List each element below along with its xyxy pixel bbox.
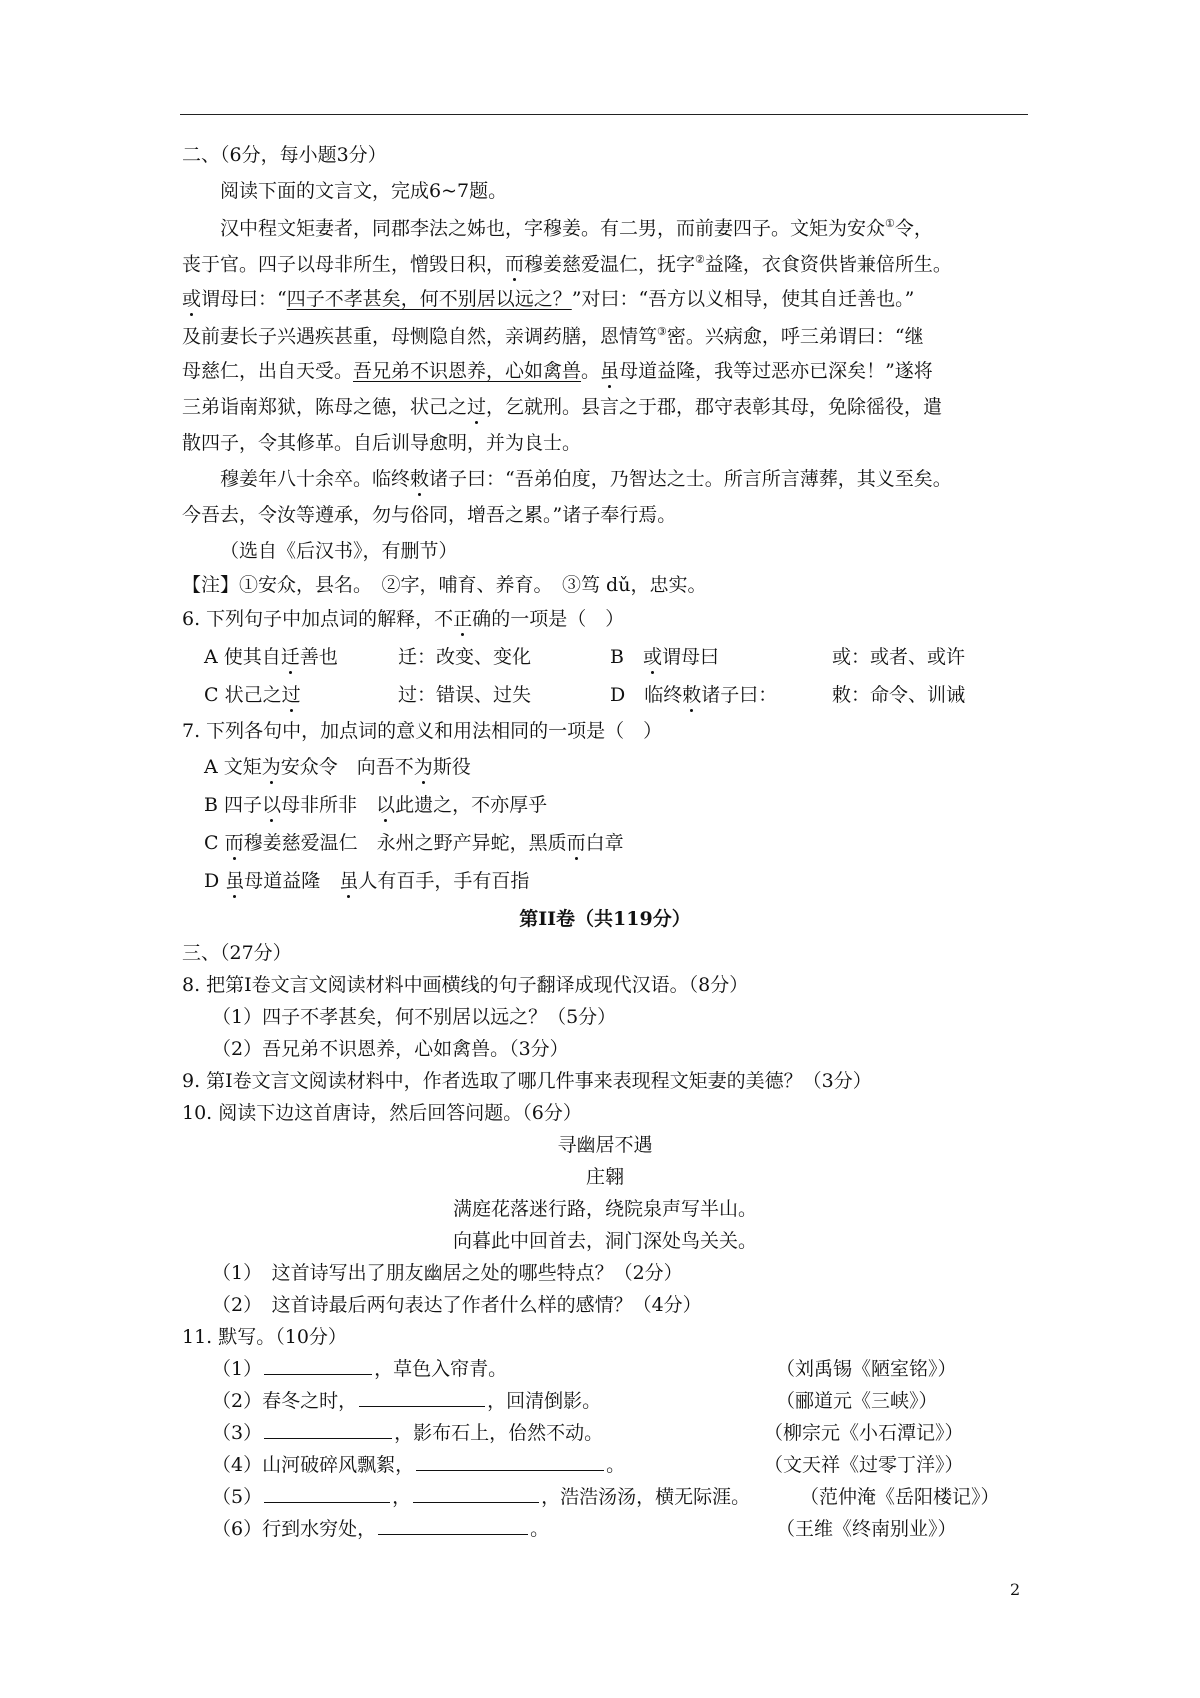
- q11-row-3-source: （柳宗元《小石潭记》）: [764, 1422, 964, 1444]
- q7-option-a: A 文矩为安众令 向吾不为斯役: [204, 756, 471, 778]
- underlined-sentence-1: 四子不孝甚矣，何不别居以远之？: [286, 288, 572, 310]
- q8-part-1: （1）四子不孝甚矣，何不别居以远之？（5分）: [212, 1006, 617, 1028]
- passage-line-2: 丧于官。四子以母非所生，憎毁日积，而穆姜慈爱温仁，抚字②益隆，衣食资供皆兼倍所生。: [182, 253, 952, 276]
- page-number: 2: [1010, 1580, 1021, 1599]
- q6-option-d-gloss: 敕：命令、训诫: [832, 684, 966, 706]
- underlined-sentence-2: 吾兄弟不识恩养，心如禽兽: [353, 360, 582, 382]
- q11-row-2-source: （郦道元《三峡》）: [776, 1390, 938, 1412]
- q6-stem: 6. 下列句子中加点词的解释，不正确的一项是（ ）: [182, 608, 625, 630]
- q7-option-c: C 而穆姜慈爱温仁 永州之野产异蛇，黑质而白章: [204, 832, 624, 854]
- poem-line-2: 向暮此中回首去，洞门深处鸟关关。: [452, 1230, 757, 1252]
- q11-row-1-source: （刘禹锡《陋室铭》）: [776, 1358, 957, 1380]
- q11-row-6-source: （王维《终南别业》）: [776, 1518, 957, 1540]
- passage-line-3: 或谓母曰：“四子不孝甚矣，何不别居以远之？”对曰：“吾方以义相导，使其自迁善也。”: [182, 288, 915, 310]
- q6-option-c-gloss: 过：错误、过失: [398, 684, 532, 706]
- q11-row-2: （2）春冬之时， ，回清倒影。: [212, 1390, 602, 1412]
- q7-option-b: B 四子以母非所非 以此遗之，不亦厚乎: [204, 794, 548, 816]
- poem-title: 寻幽居不遇: [557, 1134, 653, 1156]
- q7-option-d: D 虽母道益隆 虽人有百手，手有百指: [204, 870, 530, 892]
- answer-blank[interactable]: [264, 1488, 390, 1503]
- q9-stem: 9. 第I卷文言文阅读材料中，作者选取了哪几件事来表现程文矩妻的美德？（3分）: [182, 1070, 872, 1092]
- answer-blank[interactable]: [359, 1392, 485, 1407]
- q6-option-a-gloss: 迁：改变、变化: [398, 646, 532, 668]
- passage-line-4: 及前妻长子兴遇疾甚重，母恻隐自然，亲调药膳，恩情笃③密。兴病愈，呼三弟谓曰：“继: [182, 325, 924, 348]
- section3-header: 三、（27分）: [182, 942, 292, 964]
- q11-row-4-source: （文天祥《过零丁洋》）: [764, 1454, 964, 1476]
- q11-row-3: （3） ，影布石上，佁然不动。: [212, 1422, 604, 1444]
- answer-blank[interactable]: [264, 1424, 392, 1439]
- q7-stem: 7. 下列各句中，加点词的意义和用法相同的一项是（ ）: [182, 720, 663, 742]
- answer-blank[interactable]: [378, 1520, 528, 1535]
- q6-option-d: D 临终敕诸子曰：: [610, 684, 778, 706]
- poem-line-1: 满庭花落迷行路，绕院泉声写半山。: [452, 1198, 757, 1220]
- q6-option-a: A 使其自迁善也: [204, 646, 338, 668]
- passage-line-5: 母慈仁，出自天受。吾兄弟不识恩养，心如禽兽。虽母道益隆，我等过恶亦已深矣！”遂将: [182, 360, 933, 382]
- passage-line-7: 散四子，令其修革。自后训导愈明，并为良士。: [182, 432, 582, 454]
- q10-part-2: （2） 这首诗最后两句表达了作者什么样的感情？（4分）: [212, 1294, 702, 1316]
- passage-line-1: 汉中程文矩妻者，同郡李法之姊也，字穆姜。有二男，而前妻四子。文矩为安众①令，: [220, 217, 933, 240]
- q6-option-c: C 状己之过: [204, 684, 301, 706]
- q11-stem: 11. 默写。（10分）: [182, 1326, 347, 1348]
- q8-part-2: （2）吾兄弟不识恩养，心如禽兽。（3分）: [212, 1038, 569, 1060]
- volume2-title: 第II卷（共119分）: [519, 908, 691, 930]
- passage-source: （选自《后汉书》，有删节）: [220, 540, 458, 562]
- q11-row-1: （1） ，草色入帘青。: [212, 1358, 508, 1380]
- q8-stem: 8. 把第I卷文言文阅读材料中画横线的句子翻译成现代汉语。（8分）: [182, 974, 749, 996]
- answer-blank[interactable]: [264, 1360, 372, 1375]
- answer-blank[interactable]: [416, 1456, 604, 1471]
- q10-stem: 10. 阅读下边这首唐诗，然后回答问题。（6分）: [182, 1102, 582, 1124]
- passage2-line-1: 穆姜年八十余卒。临终敕诸子曰：“吾弟伯度，乃智达之士。所言所言薄葬，其义至矣。: [220, 468, 952, 490]
- passage2-line-2: 今吾去，令汝等遵承，勿与俗同，增吾之累。”诸子奉行焉。: [182, 504, 677, 526]
- q6-option-b-gloss: 或：或者、或许: [832, 646, 966, 668]
- passage-notes: 【注】①安众，县名。 ②字，哺育、养育。 ③笃 dǔ，忠实。: [182, 574, 707, 596]
- q11-row-6: （6）行到水穷处， 。: [212, 1518, 550, 1540]
- q11-row-5-source: （范仲淹《岳阳楼记》）: [800, 1486, 1000, 1508]
- passage-line-6: 三弟诣南郑狱，陈母之德，状己之过，乞就刑。县言之于郡，郡守表彰其母，免除徭役，遣: [182, 396, 943, 418]
- q11-row-4: （4）山河破碎风飘絮， 。: [212, 1454, 626, 1476]
- q6-option-b: B 或谓母曰: [610, 646, 720, 668]
- q11-row-5: （5） ， ，浩浩汤汤，横无际涯。: [212, 1486, 751, 1508]
- poem-author: 庄翱: [585, 1166, 624, 1188]
- section2-header: 二、（6分，每小题3分）: [182, 144, 387, 166]
- answer-blank[interactable]: [413, 1488, 539, 1503]
- q10-part-1: （1） 这首诗写出了朋友幽居之处的哪些特点？（2分）: [212, 1262, 683, 1284]
- section2-instruction: 阅读下面的文言文，完成6~7题。: [220, 180, 508, 202]
- header-rule: [180, 114, 1028, 115]
